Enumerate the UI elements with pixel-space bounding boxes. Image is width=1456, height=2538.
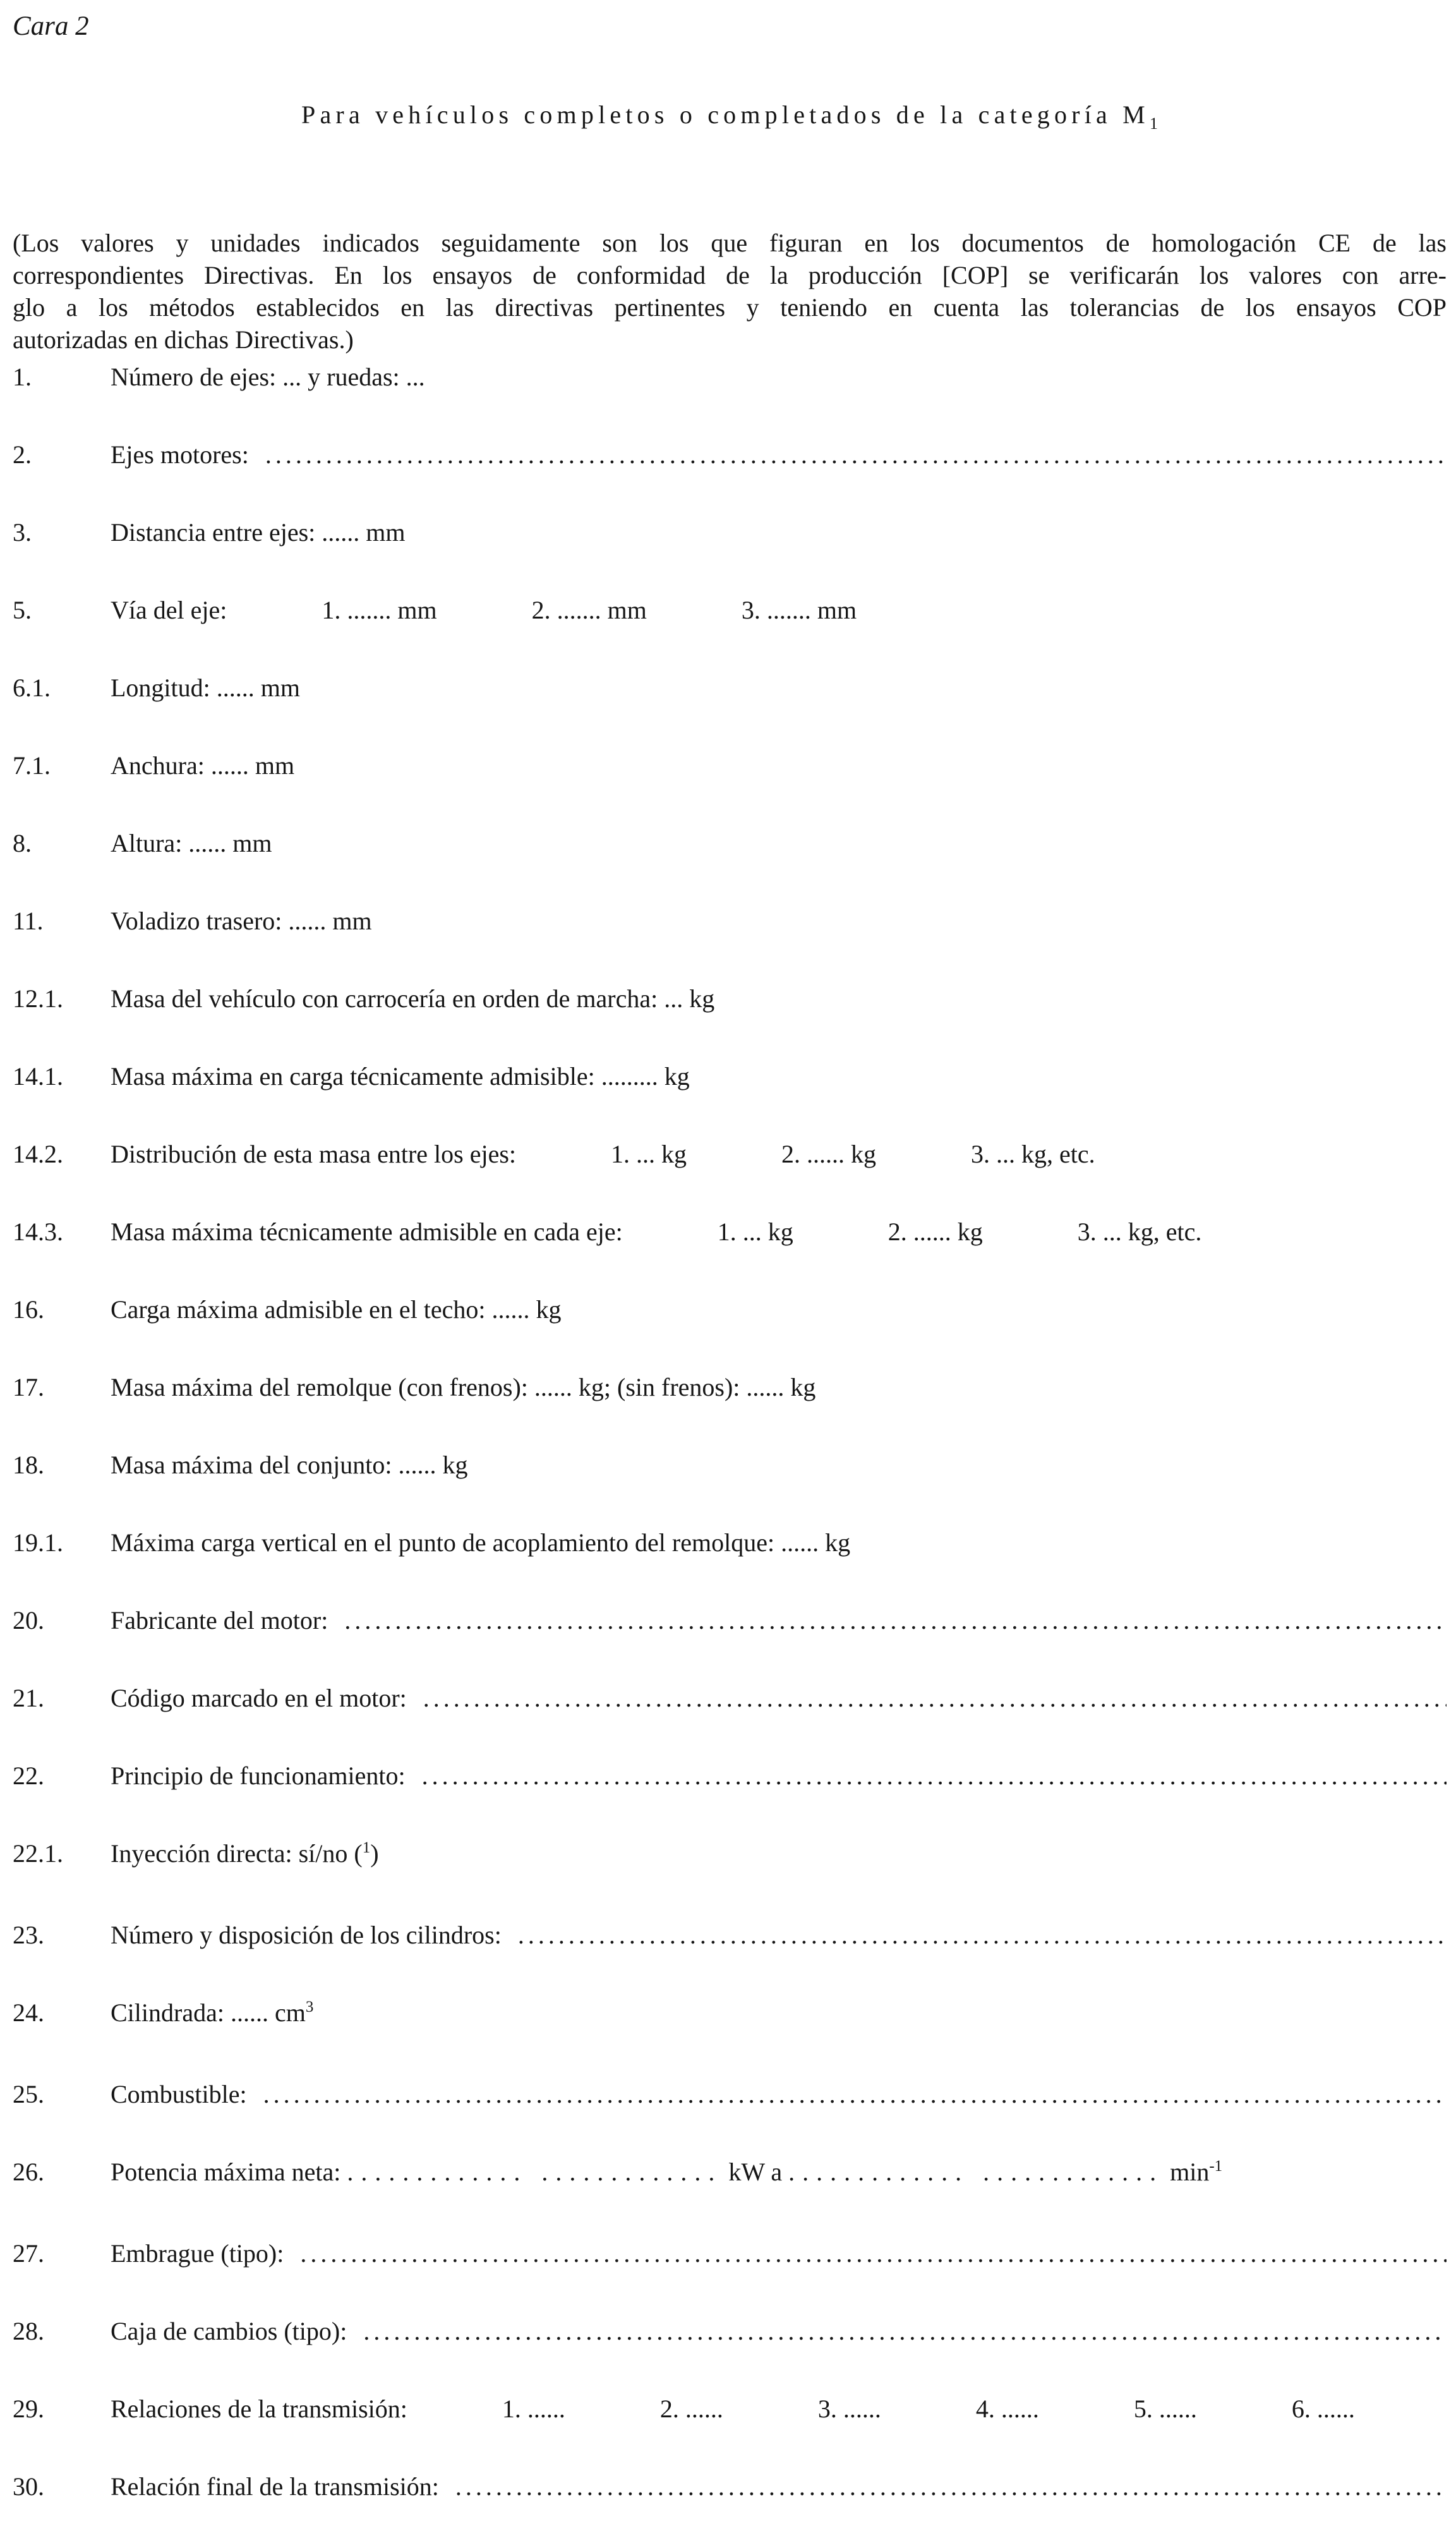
intro-line-2: correspondientes Directivas. En los ensayos de conformidad de la producción [COP] se verificarán los valores con arre- [13, 261, 1447, 289]
item-number: 26. [13, 2158, 44, 2186]
dotted-leader [423, 1683, 1447, 1713]
form-item-row [13, 1061, 1447, 1092]
item-text: Longitud: ...... mm [111, 674, 300, 702]
dotted-leader [300, 2239, 1447, 2269]
form-item-row [13, 517, 1447, 548]
item-number: 7.1. [13, 751, 51, 780]
item-text: Máxima carga vertical en el punto de acoplamiento del remolque: ...... kg [111, 1528, 851, 1557]
item-tab: 1. ... kg [717, 1218, 793, 1246]
item-text: Fabricante del motor: [111, 1606, 328, 1635]
item-tab: 3. ....... mm [741, 596, 857, 624]
item-content [111, 1683, 1447, 1713]
form-item-row [13, 1217, 1447, 1247]
item-content [111, 2079, 1447, 2110]
intro-line-1: (Los valores y unidades indicados seguidamente son los que figuran en los documentos de homologación CE de las [13, 229, 1447, 257]
item-tab: 6. ...... [1291, 2395, 1355, 2423]
item-number: 16. [13, 1295, 44, 1324]
item-tab: 1. ... kg [611, 1140, 687, 1168]
form-item-row [13, 906, 1447, 936]
item-tab: 3. ... kg, etc. [971, 1140, 1095, 1168]
dotted-leader [265, 440, 1447, 470]
item-content [111, 1605, 1447, 1636]
dotted-leader [363, 2316, 1447, 2347]
form-item-row [13, 1839, 1447, 1873]
item-tab: 3. ...... [817, 2395, 881, 2423]
intro-line-3: glo a los métodos establecidos en las directivas pertinentes y teniendo en cuenta las tolerancias de los ensayos COP [13, 293, 1447, 322]
item-text: Embrague (tipo): [111, 2239, 284, 2268]
dotted-blank: ............. ............. [788, 2158, 1164, 2186]
superscript: 3 [305, 1998, 314, 2015]
item-number: 23. [13, 1921, 44, 1949]
form-item-row [13, 1605, 1447, 1636]
form-item-row [13, 673, 1447, 703]
form-item-row [13, 2316, 1447, 2347]
item-content [111, 1998, 1447, 2032]
item-number: 20. [13, 1606, 44, 1635]
item-number: 14.2. [13, 1140, 63, 1168]
item-content [111, 2472, 1447, 2502]
item-number: 22. [13, 1761, 44, 1790]
form-item-row [13, 2394, 1447, 2424]
item-content [111, 1295, 1447, 1325]
form-item-row [13, 595, 1447, 625]
item-number: 19.1. [13, 1528, 63, 1557]
item-tab: 2. ...... kg [887, 1218, 983, 1246]
item-text: Cilindrada: ...... cm [111, 1998, 306, 2027]
item-content [111, 2394, 1447, 2424]
dotted-leader [344, 1605, 1447, 1636]
item-number: 30. [13, 2472, 44, 2501]
form-item-row [13, 1139, 1447, 1169]
item-content [111, 2316, 1447, 2347]
item-number: 17. [13, 1373, 44, 1401]
item-content [111, 517, 1447, 548]
form-item-row [13, 362, 1447, 392]
dotted-leader [263, 2079, 1447, 2110]
item-number: 12.1. [13, 984, 63, 1013]
item-number: 28. [13, 2317, 44, 2345]
item-number: 3. [13, 518, 32, 547]
form-item-row [13, 440, 1447, 470]
form-items [13, 362, 1447, 2502]
form-item-row [13, 1528, 1447, 1558]
item-number: 2. [13, 440, 32, 469]
form-item-row [13, 1920, 1447, 1950]
item-text: Anchura: ...... mm [111, 751, 295, 780]
item-content [111, 984, 1447, 1014]
item-tab: 2. ...... kg [781, 1140, 877, 1168]
item-number: 6.1. [13, 674, 51, 702]
item-content [111, 1217, 1447, 1247]
item-content [111, 1061, 1447, 1092]
item-label: Distribución de esta masa entre los ejes: [111, 1140, 517, 1168]
form-item-row [13, 984, 1447, 1014]
item-tab: 1. ...... [502, 2395, 565, 2423]
form-item-row [13, 1295, 1447, 1325]
item-tab: 4. ...... [975, 2395, 1039, 2423]
item-text: Combustible: [111, 2080, 247, 2108]
form-item-row [13, 828, 1447, 859]
item-text: Principio de funcionamiento: [111, 1761, 406, 1790]
item-number: 8. [13, 829, 32, 857]
item-text: Inyección directa: sí/no ( [111, 1839, 363, 1868]
dotted-leader [518, 1920, 1447, 1950]
item-text: Masa máxima en carga técnicamente admisible: ......... kg [111, 1062, 690, 1091]
item-number: 27. [13, 2239, 44, 2268]
intro-line-4: autorizadas en dichas Directivas.) [13, 325, 354, 354]
dotted-leader [455, 2472, 1447, 2502]
dotted-blank: ............. ............. [347, 2158, 723, 2186]
item-number: 14.1. [13, 1062, 63, 1091]
item-text: Ejes motores: [111, 440, 249, 469]
item-number: 21. [13, 1684, 44, 1712]
item-text: kW a [722, 2158, 789, 2186]
item-content [111, 1139, 1447, 1169]
form-item-row [13, 1761, 1447, 1791]
item-number: 22.1. [13, 1839, 63, 1868]
item-text: Voladizo trasero: ...... mm [111, 907, 372, 935]
item-label: Masa máxima técnicamente admisible en cada eje: [111, 1218, 623, 1246]
item-text: Potencia máxima neta: [111, 2158, 347, 2186]
item-number: 25. [13, 2080, 44, 2108]
form-item-row [13, 1683, 1447, 1713]
item-text: Masa máxima del remolque (con frenos): ...... kg; (sin frenos): ...... kg [111, 1373, 816, 1401]
form-item-row [13, 751, 1447, 781]
item-content [111, 1920, 1447, 1950]
item-tab: 1. ....... mm [322, 596, 437, 624]
page-title [13, 100, 1447, 139]
item-tab: 2. ....... mm [531, 596, 647, 624]
item-tab: 3. ... kg, etc. [1077, 1218, 1202, 1246]
item-text: Número de ejes: ... y ruedas: ... [111, 363, 425, 391]
page-title-text: Para vehículos completos o completados de la categoría M [301, 100, 1150, 129]
item-text: Carga máxima admisible en el techo: ...... kg [111, 1295, 562, 1324]
dotted-leader [422, 1761, 1447, 1791]
item-text: min [1164, 2158, 1210, 2186]
item-content [111, 751, 1447, 781]
item-number: 14.3. [13, 1218, 63, 1246]
form-item-row [13, 2157, 1447, 2191]
form-item-row [13, 2472, 1447, 2502]
item-content [111, 906, 1447, 936]
item-content [111, 1372, 1447, 1403]
form-item-row [13, 2239, 1447, 2269]
item-text: Caja de cambios (tipo): [111, 2317, 347, 2345]
item-content [111, 595, 1447, 625]
item-number: 1. [13, 363, 32, 391]
item-tab: 5. ...... [1133, 2395, 1197, 2423]
item-text: Número y disposición de los cilindros: [111, 1921, 502, 1949]
item-number: 18. [13, 1451, 44, 1479]
item-content [111, 1450, 1447, 1480]
intro-paragraph [13, 227, 1447, 356]
page-title-subscript: 1 [1149, 114, 1158, 133]
item-content [111, 362, 1447, 392]
item-content [111, 2239, 1447, 2269]
item-text: Código marcado en el motor: [111, 1684, 407, 1712]
item-number: 5. [13, 596, 32, 624]
form-item-row [13, 1998, 1447, 2032]
item-label: Relaciones de la transmisión: [111, 2395, 407, 2423]
item-tab: 2. ...... [659, 2395, 723, 2423]
item-text: Masa máxima del conjunto: ...... kg [111, 1451, 468, 1479]
item-text: Relación final de la transmisión: [111, 2472, 439, 2501]
superscript: 1 [362, 1839, 371, 1856]
item-content [111, 440, 1447, 470]
item-content [111, 2157, 1447, 2191]
item-number: 29. [13, 2395, 44, 2423]
item-content [111, 1839, 1447, 1873]
item-label: Vía del eje: [111, 596, 227, 624]
item-number: 11. [13, 907, 44, 935]
item-text: Masa del vehículo con carrocería en orden de marcha: ... kg [111, 984, 715, 1013]
item-text: Altura: ...... mm [111, 829, 272, 857]
page-corner-label: Cara 2 [13, 11, 89, 41]
form-item-row [13, 2079, 1447, 2110]
item-number: 24. [13, 1998, 44, 2027]
item-content [111, 1761, 1447, 1791]
superscript: -1 [1209, 2158, 1223, 2175]
item-text: Distancia entre ejes: ...... mm [111, 518, 406, 547]
item-content [111, 673, 1447, 703]
item-content [111, 1528, 1447, 1558]
item-content [111, 828, 1447, 859]
form-item-row [13, 1450, 1447, 1480]
item-text: ) [370, 1839, 379, 1868]
form-item-row [13, 1372, 1447, 1403]
